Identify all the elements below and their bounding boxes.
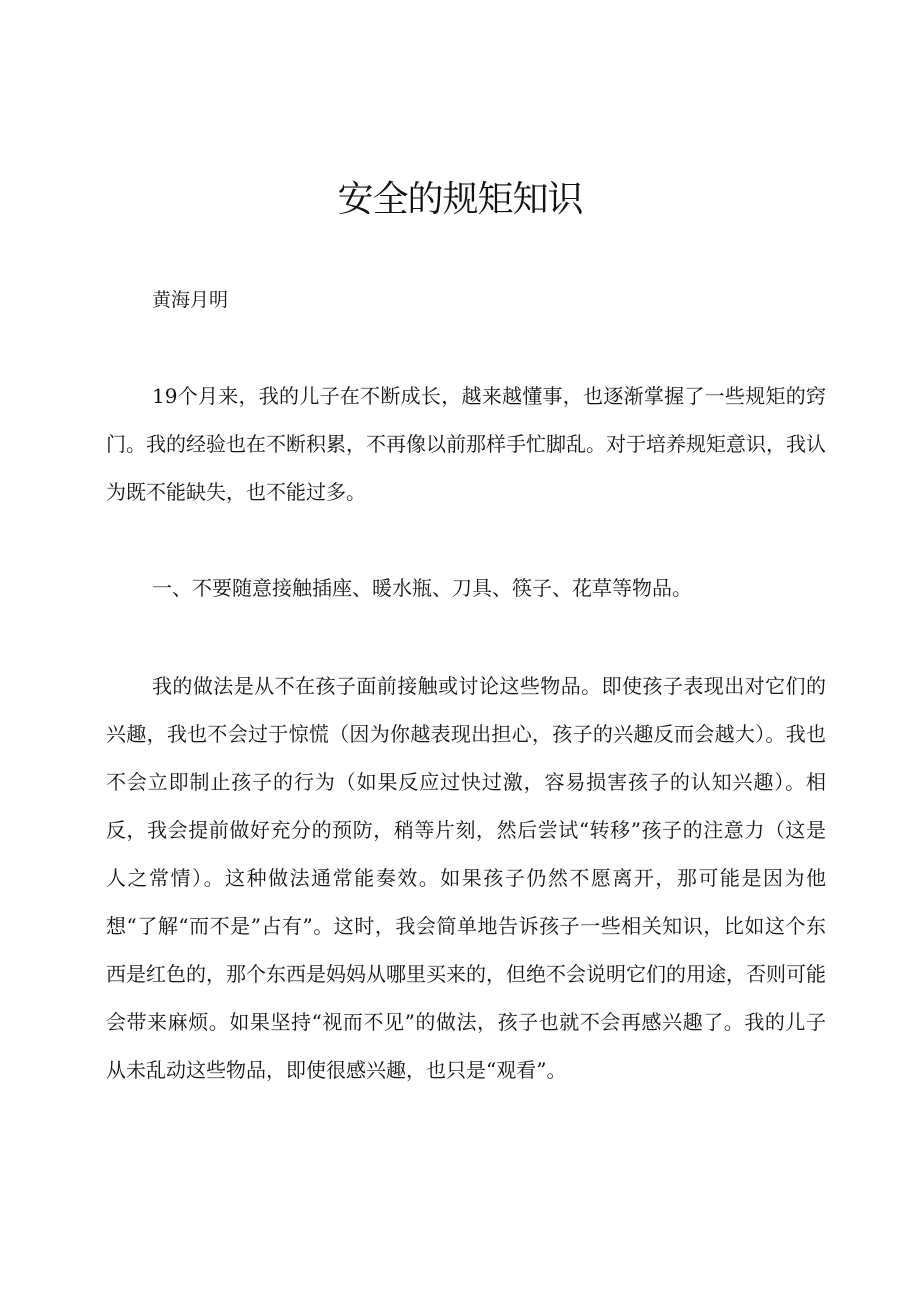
document-title: 安全的规矩知识 [337, 179, 583, 220]
paragraph-section-1: 我的做法是从不在孩子面前接触或讨论这些物品。即使孩子表现出对它们的兴趣，我也不会过于惊慌（因为你越表现出担心，孩子的兴趣反而会越大）。我也不会立即制止孩子的行为（如果反应过快过激，容易损害孩子的认知兴趣）。相反，我会提前做好充分的预防，稍等片刻，然后尝试“转移”孩子的注意力（这是人之常情）。这种做法通常能奏效。如果孩子仍然不愿离开，那可能是因为他想“了解“而不是”占有”。这时，我会简单地告诉孩子一些相关知识，比如这个东西是红色的，那个东西是妈妈从哪里买来的，但绝不会说明它们的用途，否则可能会带来麻烦。如果坚持“视而不见”的做法，孩子也就不会再感兴趣了。我的儿子从未乱动这些物品，即使很感兴趣，也只是“观看”。 [106, 674, 826, 1082]
paragraph-intro: 19个月来，我的儿子在不断成长，越来越懂事，也逐渐掌握了一些规矩的窍门。我的经验也在不断积累，不再像以前那样手忙脚乱。对于培养规矩意识，我认为既不能缺失，也不能过多。 [106, 384, 826, 504]
author-name: 黄海月明 [152, 289, 229, 311]
section-heading-1: 一、不要随意接触插座、暖水瓶、刀具、筷子、花草等物品。 [152, 576, 692, 600]
